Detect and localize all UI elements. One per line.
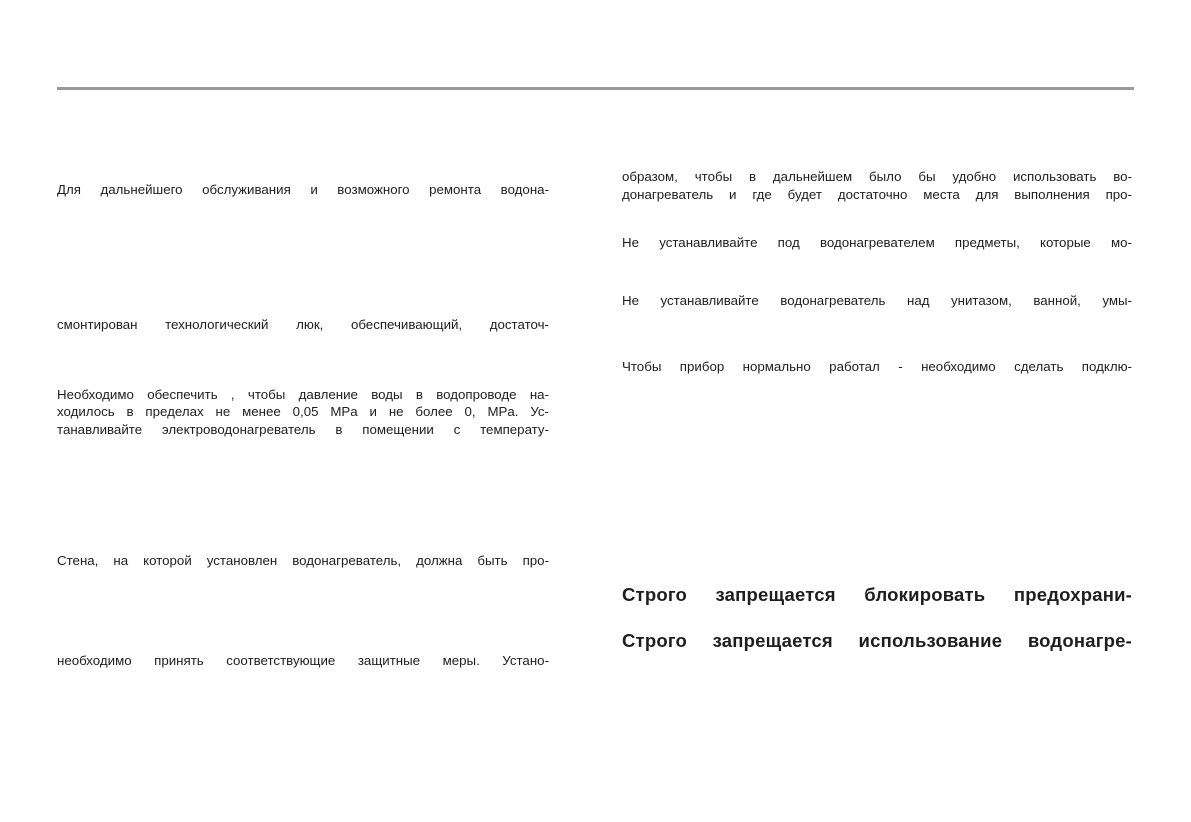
warning-heading: Строго запрещается блокировать предохрани- (622, 584, 1132, 605)
paragraph-line: Необходимо обеспечить , чтобы давление воды в водопроводе на- (57, 387, 549, 402)
header-divider (57, 87, 1134, 90)
paragraph-line: образом, чтобы в дальнейшем было бы удобно использовать во- (622, 169, 1132, 184)
paragraph-line: Чтобы прибор нормально работал - необходимо сделать подклю- (622, 359, 1132, 374)
paragraph-line: Для дальнейшего обслуживания и возможного ремонта водона- (57, 182, 549, 197)
paragraph-line: донагреватель и где будет достаточно места для выполнения про- (622, 187, 1132, 202)
paragraph-line: Не устанавливайте под водонагревателем предметы, которые мо- (622, 235, 1132, 250)
paragraph-line: смонтирован технологический люк, обеспечивающий, достаточ- (57, 317, 549, 332)
warning-heading: Строго запрещается использование водонагре- (622, 630, 1132, 651)
paragraph-line: ходилось в пределах не менее 0,05 MPa и не более 0, MPa. Ус- (57, 404, 549, 419)
paragraph-line: танавливайте электроводонагреватель в помещении с температу- (57, 422, 549, 437)
paragraph-line: необходимо принять соответствующие защитные меры. Устано- (57, 653, 549, 668)
paragraph-line: Не устанавливайте водонагреватель над унитазом, ванной, умы- (622, 293, 1132, 308)
paragraph-line: Стена, на которой установлен водонагреватель, должна быть про- (57, 553, 549, 568)
